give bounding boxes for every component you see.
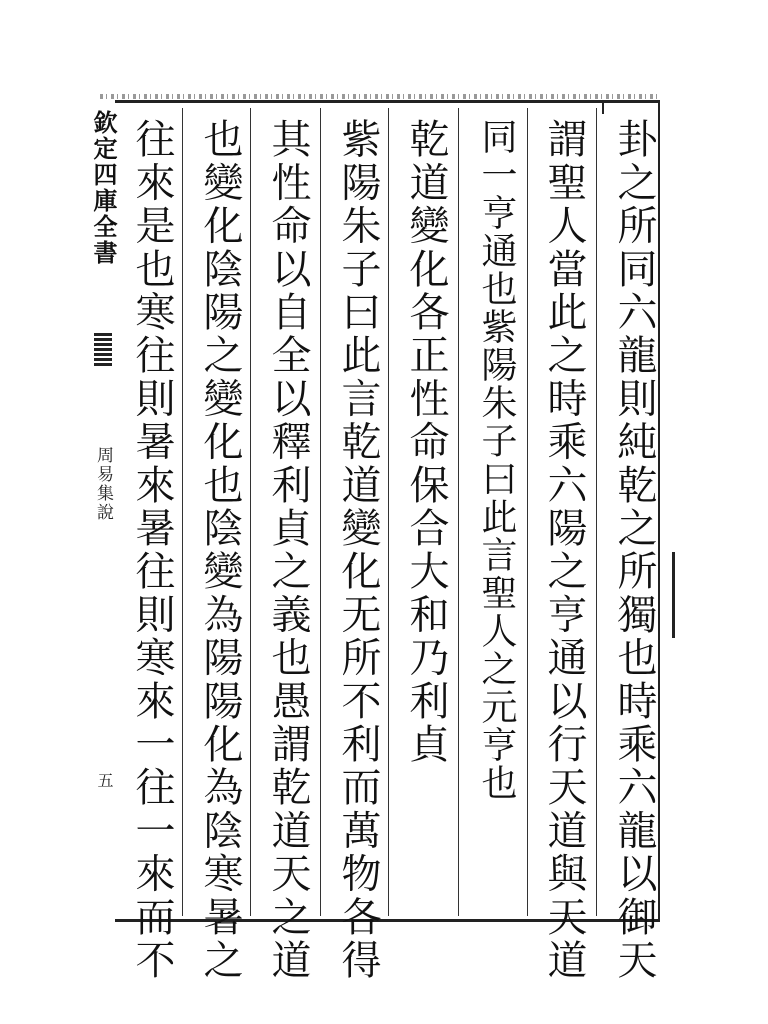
text-column-2: 謂聖人當此之時乘六陽之亨通以行天道與天道: [541, 118, 587, 982]
ink-bar-mark: [672, 552, 675, 638]
text-column-7: 也變化陰陽之變化也陰變為陽陽化為陰寒暑之: [197, 118, 243, 982]
column-divider: [320, 108, 321, 916]
text-column-8: 往來是也寒往則暑來暑往則寒來一往一來而不: [129, 118, 175, 982]
column-divider: [527, 108, 528, 916]
column-divider: [596, 108, 597, 916]
column-divider: [182, 108, 183, 916]
text-column-5: 紫陽朱子曰此言乾道變化无所不利而萬物各得: [335, 118, 381, 982]
page-number: 五: [95, 772, 114, 788]
text-column-6: 其性命以自全以釋利貞之義也愚謂乾道天之道: [265, 118, 311, 982]
fish-tail-mark: [94, 332, 112, 366]
frame-bracket-mark: [602, 100, 610, 114]
frame-top-edge: [100, 94, 660, 99]
column-divider: [250, 108, 251, 916]
text-column-1: 卦之所同六龍則純乾之所獨也時乘六龍以御天: [611, 118, 657, 982]
column-divider: [388, 108, 389, 916]
text-column-4: 乾道變化各正性命保合大和乃利貞: [403, 118, 449, 766]
text-column-3: 同一亨通也紫陽朱子曰此言聖人之元亨也: [476, 118, 517, 802]
volume-title: 周易集說: [93, 446, 113, 522]
column-divider: [458, 108, 459, 916]
book-title: 欽定四庫全書: [89, 110, 118, 266]
